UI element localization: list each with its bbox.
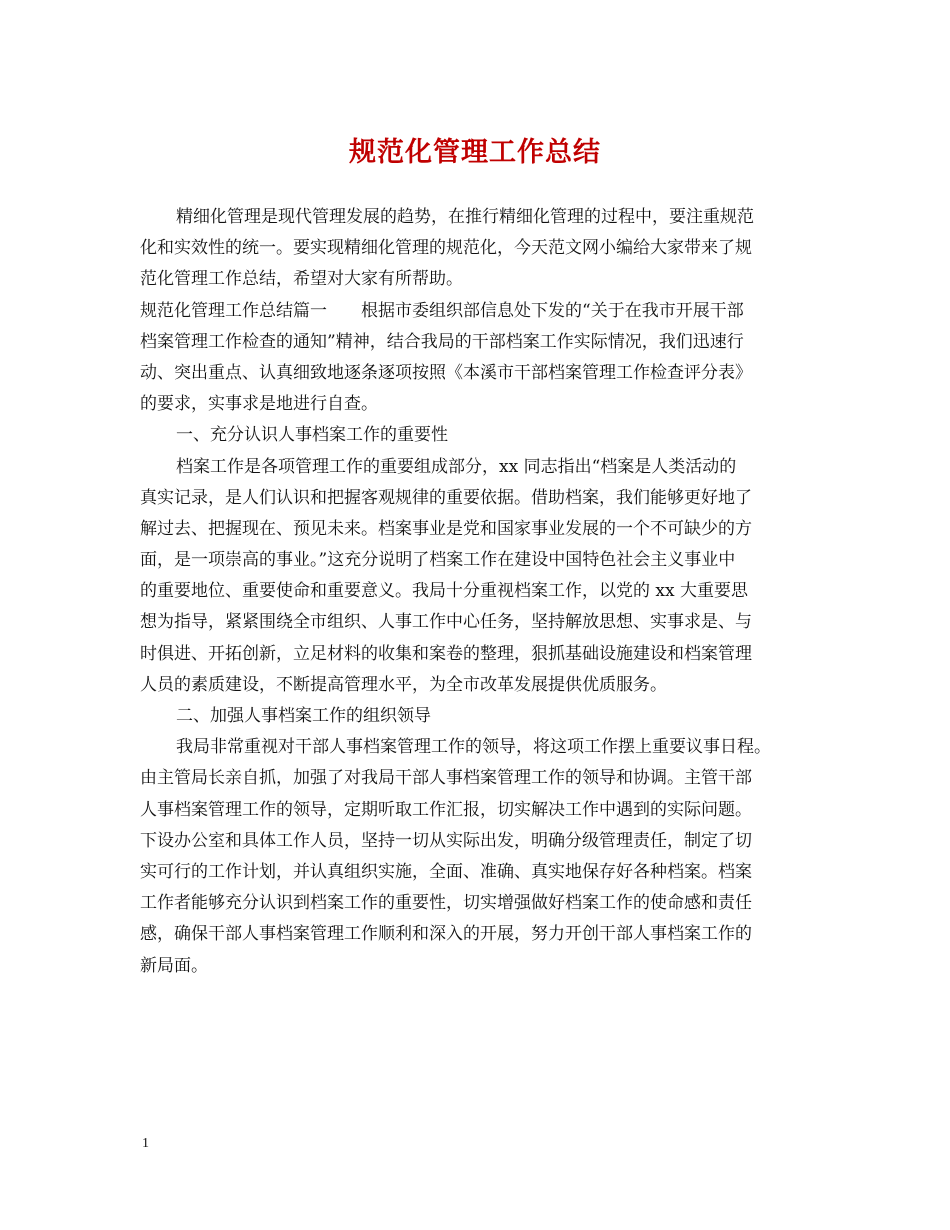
text-line: 化和实效性的统一。要实现精细化管理的规范化，今天范文网小编给大家带来了规 (140, 238, 752, 259)
text-line: 新局面。 (140, 955, 208, 976)
text-line: 档案管理工作检查的通知”精神，结合我局的干部档案工作实际情况，我们迅速行 (140, 331, 744, 352)
text-line: 二、加强人事档案工作的组织领导 (176, 706, 431, 726)
text-line: 人事档案管理工作的领导，定期听取工作汇报，切实解决工作中遇到的实际问题。 (140, 799, 752, 820)
page-title: 规范化管理工作总结 (349, 137, 601, 168)
text-line: 一、充分认识人事档案工作的重要性 (176, 425, 448, 446)
text-line: 时俱进、开拓创新，立足材料的收集和案卷的整理，狠抓基础设施建设和档案管理 (140, 643, 752, 664)
text-line: 工作者能够充分认识到档案工作的重要性，切实增强做好档案工作的使命感和责任 (140, 893, 752, 914)
page-number: 1 (142, 1136, 149, 1151)
text-line: 感，确保干部人事档案管理工作顺利和深入的开展，努力开创干部人事档案工作的 (140, 924, 752, 945)
text-line: 精细化管理是现代管理发展的趋势，在推行精细化管理的过程中，要注重规范 (176, 207, 754, 227)
text-line: 规范化管理工作总结篇一 根据市委组织部信息处下发的“关于在我市开展干部 (140, 300, 744, 321)
text-line: 解过去、把握现在、预见未来。档案事业是党和国家事业发展的一个不可缺少的方 (140, 518, 752, 539)
text-line: 的要求，实事求是地进行自查。 (140, 394, 378, 415)
text-line: 想为指导，紧紧围绕全市组织、人事工作中心任务，坚持解放思想、实事求是、与 (140, 612, 752, 633)
text-line: 真实记录，是人们认识和把握客观规律的重要依据。借助档案，我们能够更好地了 (140, 487, 752, 508)
text-line: 面，是一项崇高的事业。”这充分说明了档案工作在建设中国特色社会主义事业中 (140, 550, 736, 571)
text-line: 下设办公室和具体工作人员，坚持一切从实际出发，明确分级管理责任，制定了切 (140, 830, 752, 851)
document-body (140, 202, 830, 982)
text-line: 实可行的工作计划，并认真组织实施，全面、准确、真实地保存好各种档案。档案 (140, 861, 752, 882)
text-line: 动、突出重点、认真细致地逐条逐项按照《本溪市干部档案管理工作检查评分表》 (140, 362, 752, 383)
text-line: 由主管局长亲自抓，加强了对我局干部人事档案管理工作的领导和协调。主管干部 (140, 768, 752, 789)
text-line: 档案工作是各项管理工作的重要组成部分，xx 同志指出“档案是人类活动的 (176, 456, 737, 477)
text-line: 范化管理工作总结，希望对大家有所帮助。 (140, 269, 463, 290)
text-line: 的重要地位、重要使命和重要意义。我局十分重视档案工作，以党的 xx 大重要思 (140, 581, 748, 602)
text-line: 我局非常重视对干部人事档案管理工作的领导，将这项工作摆上重要议事日程。 (176, 737, 771, 758)
text-line: 人员的素质建设，不断提高管理水平，为全市改革发展提供优质服务。 (140, 674, 667, 695)
